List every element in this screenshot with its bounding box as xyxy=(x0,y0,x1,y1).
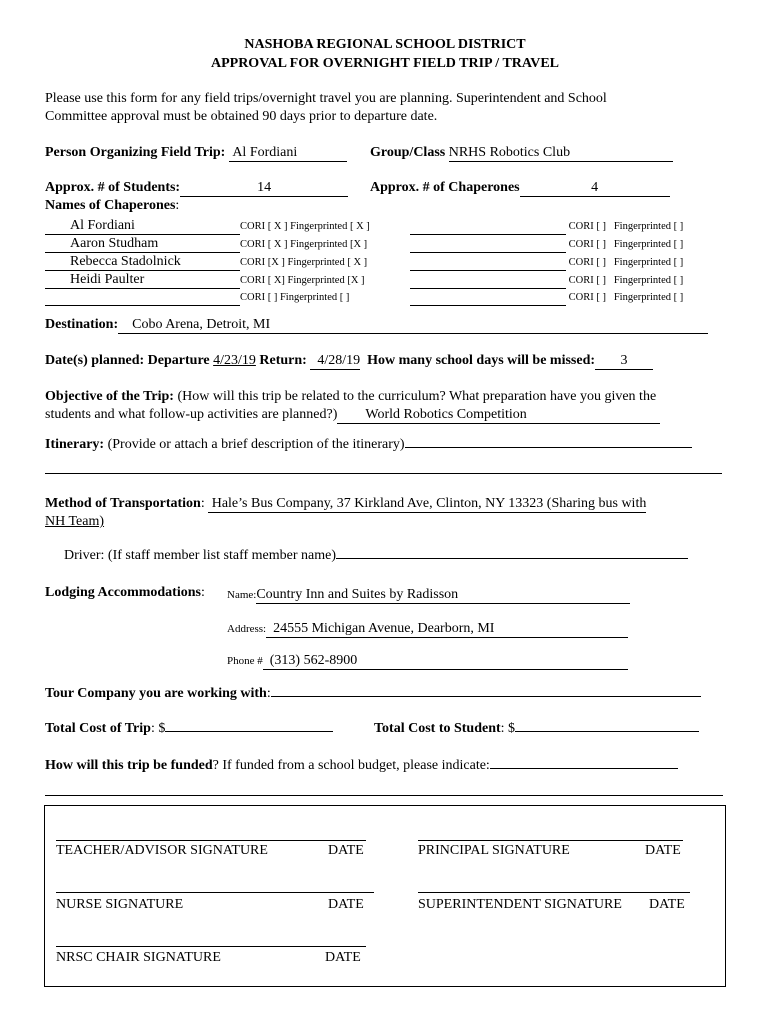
chaperone-name-field[interactable] xyxy=(45,290,240,306)
teacher-signature-label: TEACHER/ADVISOR SIGNATURE xyxy=(56,843,268,858)
trip-cost-field[interactable] xyxy=(165,730,333,732)
students-value: 14 xyxy=(257,180,272,195)
group-label: Group/Class xyxy=(370,145,446,160)
days-missed-value: 3 xyxy=(620,353,628,368)
signature-box xyxy=(44,805,726,987)
chaperone-row-blank xyxy=(410,216,683,235)
tour-label: Tour Company you are working with xyxy=(45,686,267,701)
superintendent-signature-label: SUPERINTENDENT SIGNATURE xyxy=(418,897,622,912)
chaperone-row xyxy=(45,234,367,253)
students-label: Approx. # of Students: xyxy=(45,180,181,195)
objective-line-1 xyxy=(45,389,656,405)
fingerprinted-checkbox[interactable]: [ ] xyxy=(673,221,684,232)
destination-field[interactable] xyxy=(118,318,708,334)
principal-signature-line[interactable] xyxy=(418,840,683,841)
destination-value: Cobo Arena, Detroit, MI xyxy=(132,317,271,332)
group-field[interactable] xyxy=(449,146,673,162)
fingerprinted-label: Fingerprinted xyxy=(613,257,671,268)
chaperone-row-blank xyxy=(410,270,683,289)
itinerary-field[interactable] xyxy=(405,446,692,448)
nurse-signature-label: NURSE SIGNATURE xyxy=(56,897,184,912)
cori-label: CORI xyxy=(568,239,594,250)
cori-label: CORI xyxy=(568,275,594,286)
fingerprinted-checkbox[interactable]: [ X ] xyxy=(347,257,368,268)
return-label: Return: xyxy=(259,353,307,368)
chaperones-count-field[interactable] xyxy=(520,181,670,197)
tour-field[interactable] xyxy=(271,695,701,697)
chaperone-row-blank xyxy=(410,234,683,253)
itinerary-extra-line[interactable] xyxy=(45,473,722,474)
fingerprinted-checkbox[interactable]: [ ] xyxy=(673,239,684,250)
chaperone-name: Al Fordiani xyxy=(70,218,135,233)
transport-label: Method of Transportation xyxy=(45,496,201,511)
chaperone-name-field[interactable] xyxy=(45,237,240,253)
fingerprinted-checkbox[interactable]: [ ] xyxy=(673,292,684,303)
cori-checkbox[interactable]: [X ] xyxy=(267,257,285,268)
return-field[interactable] xyxy=(310,354,360,370)
fingerprinted-checkbox[interactable]: [ ] xyxy=(673,275,684,286)
chaperone-name-field[interactable] xyxy=(45,219,240,235)
objective-question: (How will this trip be related to the curriculum? What preparation have you given the xyxy=(177,389,657,404)
lodging-label: Lodging Accommodations xyxy=(45,585,201,600)
cori-label: CORI xyxy=(240,257,266,268)
teacher-date-label: DATE xyxy=(328,843,364,858)
lodging-phone-field[interactable] xyxy=(263,654,628,670)
cori-label: CORI xyxy=(568,221,594,232)
transport-line-1: Method of Transportation: Hale’s Bus Company, 37 Kirkland Ave, Clinton, NY 13323 (Sharing bus with xyxy=(45,496,647,511)
chaperone-row xyxy=(45,252,367,271)
objective-question-2: students and what follow-up activities are planned?) xyxy=(45,407,338,422)
chaperone-name-field[interactable] xyxy=(410,237,566,253)
chaperones-heading: Names of Chaperones: xyxy=(45,198,180,213)
organizer-label: Person Organizing Field Trip: xyxy=(45,145,226,160)
cori-checkbox[interactable]: [ ] xyxy=(596,292,606,303)
students-field[interactable] xyxy=(180,181,348,197)
funding-label: How will this trip be funded xyxy=(45,758,213,773)
fingerprinted-label: Fingerprinted xyxy=(290,221,348,232)
cori-checkbox[interactable]: [ ] xyxy=(596,275,606,286)
chair-date-label: DATE xyxy=(325,950,361,965)
chaperone-name-field[interactable] xyxy=(410,290,566,306)
lodging-row: Lodging Accommodations: xyxy=(45,585,205,600)
lodging-name-row xyxy=(227,585,630,604)
chaperones-count-value: 4 xyxy=(591,180,599,195)
destination-label: Destination: xyxy=(45,317,119,332)
organizer-row xyxy=(45,145,347,162)
chaperone-row-blank xyxy=(410,252,683,271)
fingerprinted-label: Fingerprinted xyxy=(290,239,348,250)
driver-label: Driver: (If staff member list staff member name) xyxy=(64,548,336,563)
fingerprinted-label: Fingerprinted xyxy=(613,239,671,250)
organizer-field[interactable] xyxy=(229,146,347,162)
return-value: 4/28/19 xyxy=(317,353,361,368)
fingerprinted-checkbox[interactable]: [X ] xyxy=(347,275,365,286)
chaperone-name-field[interactable] xyxy=(410,255,566,271)
student-cost-field[interactable] xyxy=(515,730,699,732)
driver-field[interactable] xyxy=(336,557,688,559)
trip-cost-label: Total Cost of Trip xyxy=(45,721,151,736)
fingerprinted-checkbox[interactable]: [ ] xyxy=(673,257,684,268)
form-title: APPROVAL FOR OVERNIGHT FIELD TRIP / TRAVEL xyxy=(210,56,559,71)
fingerprinted-label: Fingerprinted xyxy=(279,292,338,303)
lodging-name-field[interactable] xyxy=(256,588,630,604)
cori-checkbox[interactable]: [ ] xyxy=(596,239,606,250)
chaperone-name: Rebecca Stadolnick xyxy=(70,254,181,269)
chaperone-row-blank xyxy=(410,287,683,306)
lodging-address-row xyxy=(227,619,628,638)
district-title: NASHOBA REGIONAL SCHOOL DISTRICT xyxy=(244,37,526,52)
chaperone-row xyxy=(45,216,370,235)
group-value: NRHS Robotics Club xyxy=(448,145,571,160)
cori-checkbox[interactable]: [ ] xyxy=(596,257,606,268)
chaperone-name-field[interactable] xyxy=(410,219,566,235)
fingerprinted-label: Fingerprinted xyxy=(613,275,671,286)
funding-field[interactable] xyxy=(490,767,678,769)
fingerprinted-label: Fingerprinted xyxy=(287,257,345,268)
cori-label: CORI xyxy=(240,292,266,303)
objective-field[interactable] xyxy=(337,408,660,424)
transport-value-2[interactable]: NH Team) xyxy=(45,514,105,529)
superintendent-signature-line[interactable] xyxy=(418,892,690,893)
lodging-phone-label: Phone # xyxy=(227,655,263,667)
teacher-signature-line[interactable] xyxy=(56,840,366,841)
cori-checkbox[interactable]: [ ] xyxy=(267,292,278,303)
superintendent-date-label: DATE xyxy=(649,897,685,912)
fingerprinted-checkbox[interactable]: [X ] xyxy=(349,239,368,250)
chaperone-count-row xyxy=(370,180,670,197)
tour-row: Tour Company you are working with: xyxy=(45,686,701,702)
principal-signature-label: PRINCIPAL SIGNATURE xyxy=(418,843,570,858)
group-row xyxy=(370,145,673,162)
driver-row xyxy=(64,548,688,564)
transport-value: Hale’s Bus Company, 37 Kirkland Ave, Clinton, NY 13323 (Sharing bus with xyxy=(211,496,647,511)
funding-row xyxy=(45,758,678,774)
chaperone-name: Heidi Paulter xyxy=(70,272,145,287)
fingerprinted-checkbox[interactable]: [ ] xyxy=(339,292,350,303)
chaperone-row xyxy=(45,287,349,306)
lodging-name-label: Name: xyxy=(227,589,257,601)
fingerprinted-label: Fingerprinted xyxy=(613,221,671,232)
dates-row xyxy=(45,353,653,370)
lodging-address-value: 24555 Michigan Avenue, Dearborn, MI xyxy=(273,621,495,636)
chaperone-row xyxy=(45,270,365,289)
cori-checkbox[interactable]: [ X ] xyxy=(267,239,288,250)
cori-checkbox[interactable]: [ X] xyxy=(267,275,285,286)
intro-line-1: Please use this form for any field trips/overnight travel you are planning. Superintendent and School xyxy=(45,91,607,106)
fingerprinted-label: Fingerprinted xyxy=(287,275,345,286)
itinerary-row xyxy=(45,437,692,453)
lodging-name-value: Country Inn and Suites by Radisson xyxy=(256,587,459,602)
funding-question: ? If funded from a school budget, please indicate: xyxy=(212,758,490,773)
itinerary-label: Itinerary: xyxy=(45,437,105,452)
cori-label: CORI xyxy=(240,239,266,250)
student-cost-row: Total Cost to Student: $ xyxy=(374,721,699,737)
objective-value: World Robotics Competition xyxy=(365,407,527,422)
chair-signature-line[interactable] xyxy=(56,946,366,947)
chaperone-name-field[interactable] xyxy=(45,255,240,271)
students-row xyxy=(45,180,348,197)
nurse-date-label: DATE xyxy=(328,897,364,912)
cori-checkbox[interactable]: [ X ] xyxy=(267,221,288,232)
lodging-address-field[interactable] xyxy=(266,622,628,638)
lodging-address-label: Address: xyxy=(227,623,267,635)
transport-field[interactable] xyxy=(208,497,646,513)
fingerprinted-checkbox[interactable]: [ X ] xyxy=(349,221,370,232)
departure-label: Date(s) planned: Departure xyxy=(45,353,210,368)
objective-label: Objective of the Trip: xyxy=(45,389,174,404)
chaperones-count-label: Approx. # of Chaperones xyxy=(370,180,520,195)
intro-line-2: Committee approval must be obtained 90 days prior to departure date. xyxy=(45,109,438,124)
cori-label: CORI xyxy=(568,292,594,303)
chaperone-name: Aaron Studham xyxy=(70,236,159,251)
days-missed-field[interactable] xyxy=(595,354,653,370)
organizer-value: Al Fordiani xyxy=(232,145,298,160)
days-missed-label: How many school days will be missed: xyxy=(367,353,596,368)
cori-label: CORI xyxy=(568,257,594,268)
objective-line-2 xyxy=(45,407,660,424)
chair-signature-label: NRSC CHAIR SIGNATURE xyxy=(56,950,221,965)
fingerprinted-label: Fingerprinted xyxy=(613,292,671,303)
student-cost-label: Total Cost to Student xyxy=(374,721,501,736)
itinerary-question: (Provide or attach a brief description of the itinerary) xyxy=(107,437,405,452)
cori-checkbox[interactable]: [ ] xyxy=(596,221,606,232)
lodging-phone-row xyxy=(227,651,628,670)
funding-extra-line[interactable] xyxy=(45,795,723,796)
cori-label: CORI xyxy=(240,221,266,232)
lodging-phone-value: (313) 562-8900 xyxy=(269,653,358,668)
principal-date-label: DATE xyxy=(645,843,681,858)
nurse-signature-line[interactable] xyxy=(56,892,374,893)
departure-value[interactable]: 4/23/19 xyxy=(213,353,256,368)
destination-row xyxy=(45,317,708,334)
cori-label: CORI xyxy=(240,275,266,286)
trip-cost-row: Total Cost of Trip: $ xyxy=(45,721,333,737)
